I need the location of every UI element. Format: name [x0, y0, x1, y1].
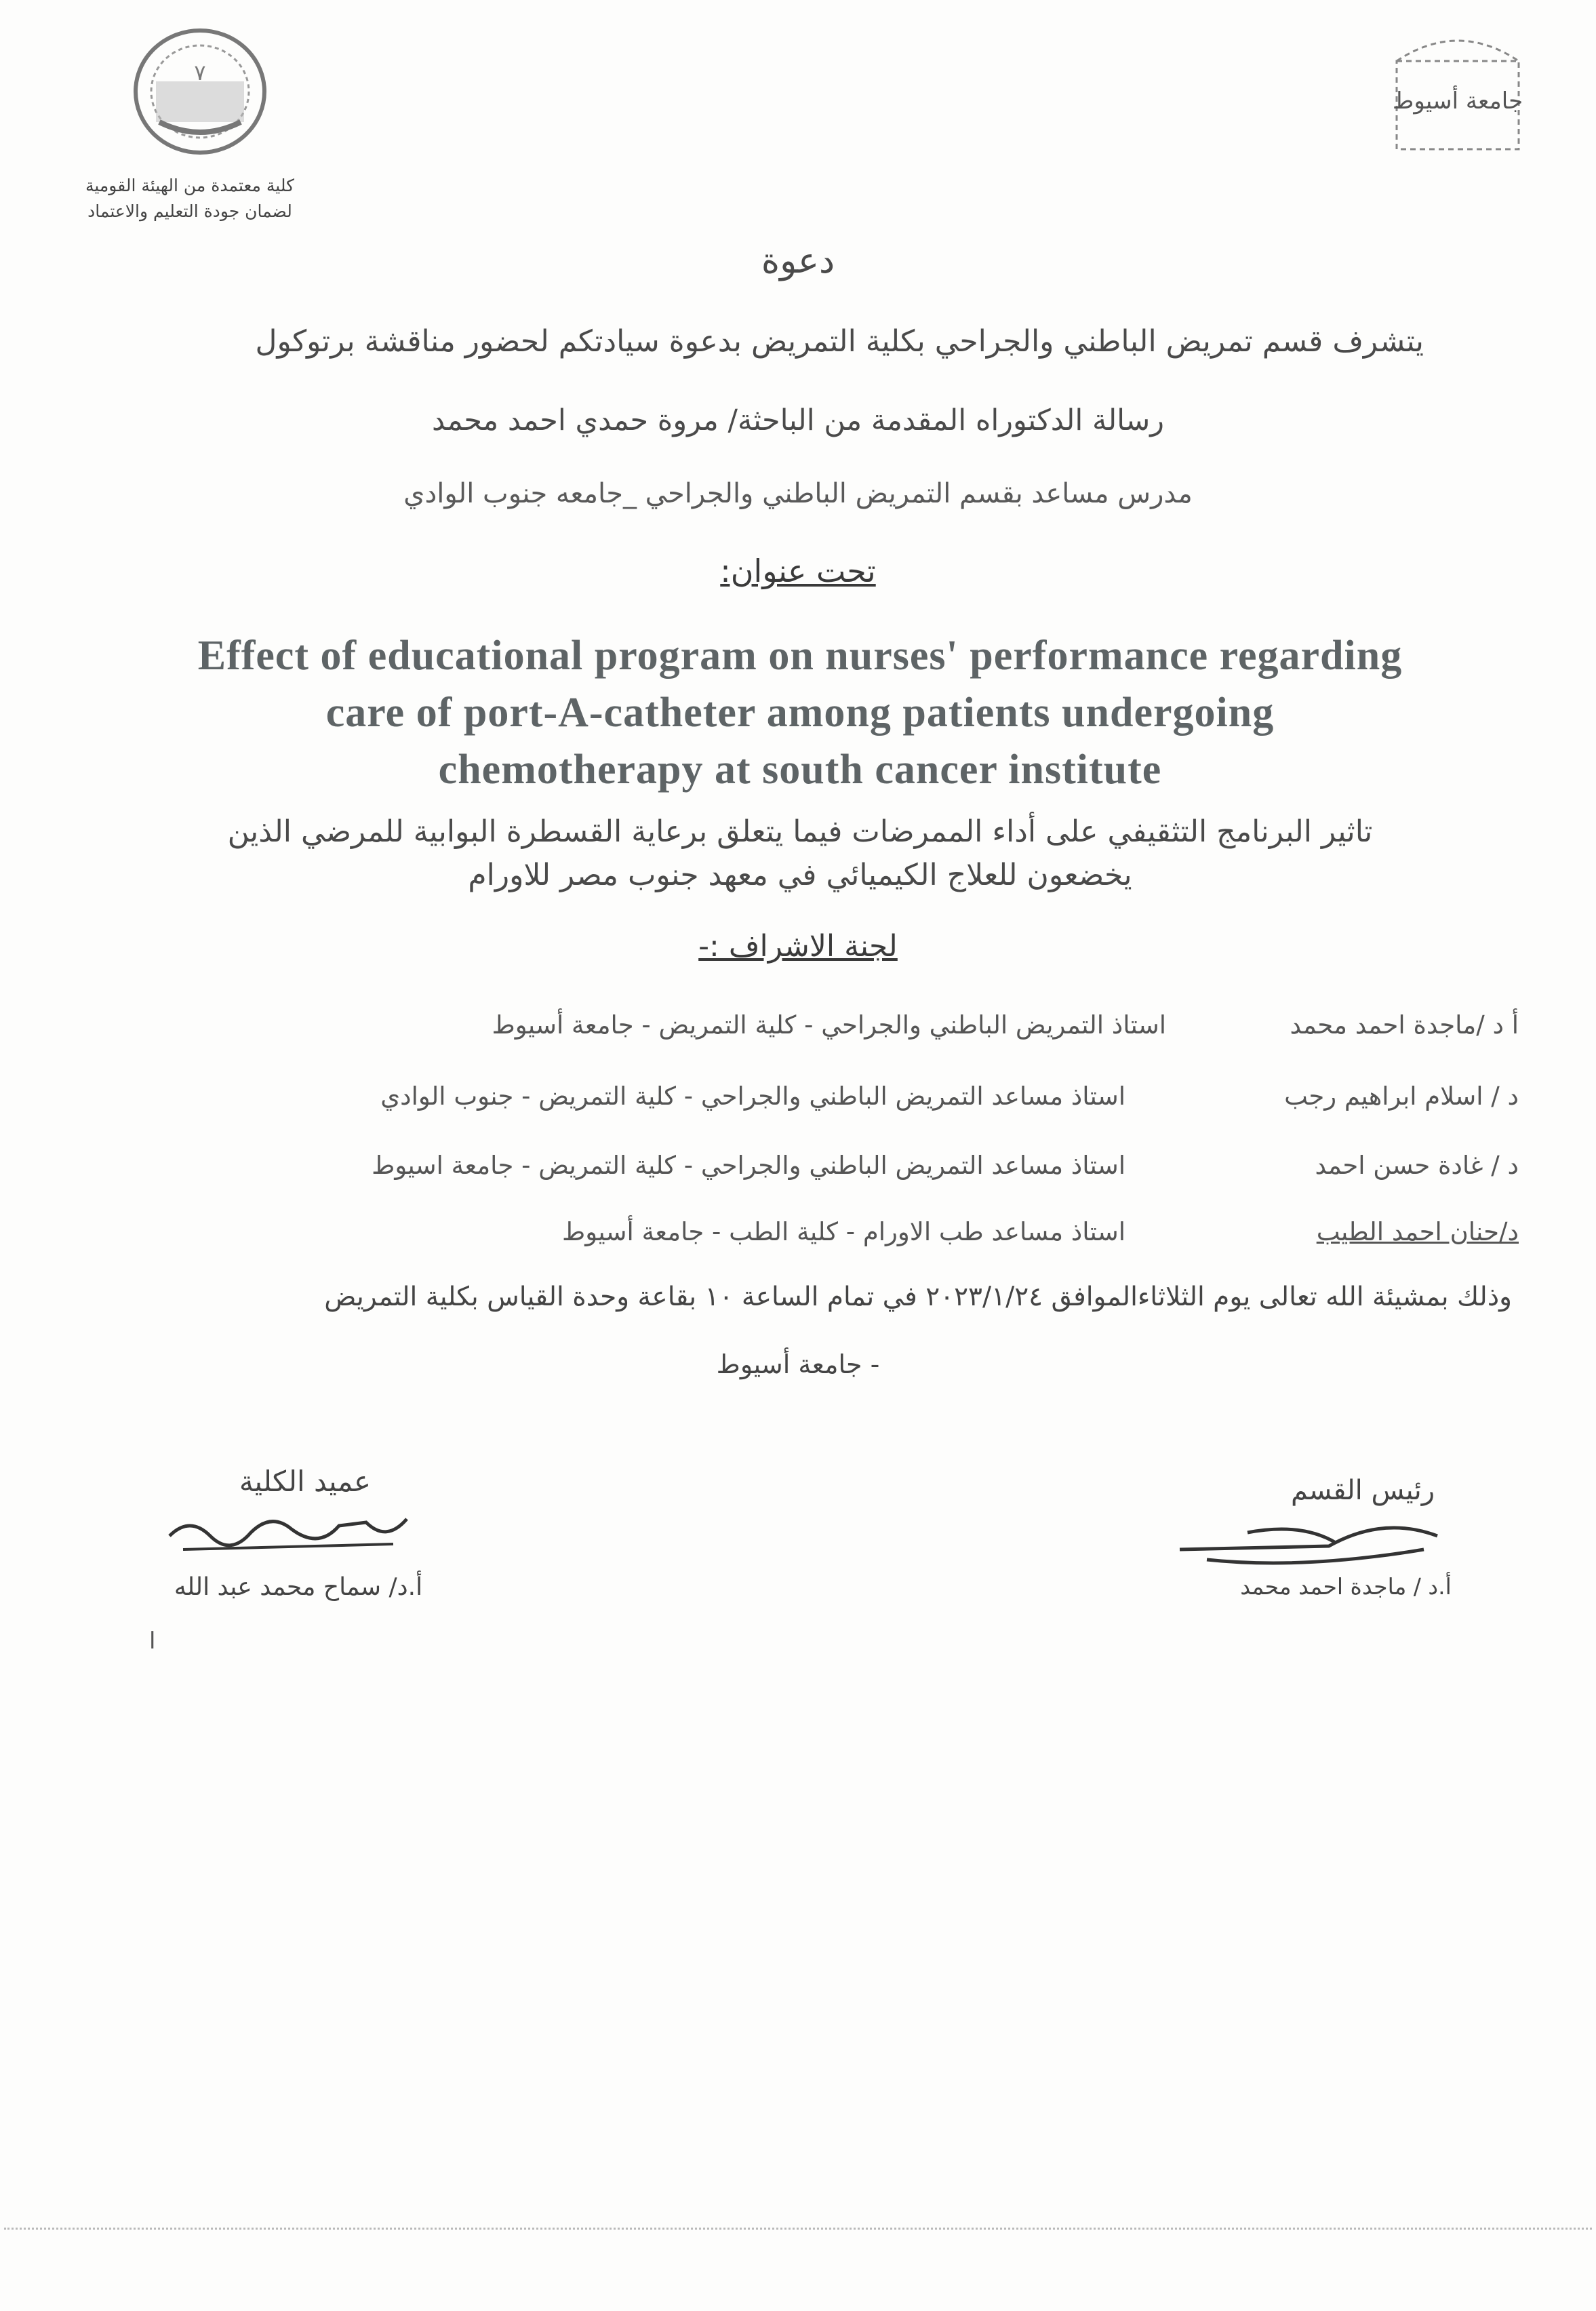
- footnote-mark: ا: [149, 1627, 156, 1655]
- committee-member: [68, 1082, 1519, 1122]
- subject-label-text: تحت عنوان:: [720, 553, 876, 589]
- svg-text:٧: ٧: [194, 60, 206, 85]
- dean-signature: [163, 1502, 420, 1563]
- document-title: دعوة: [761, 241, 835, 281]
- faculty-logo: [119, 27, 281, 163]
- member-position: استاذ مساعد التمريض الباطني والجراحي - كلية التمريض - جنوب الوادي: [380, 1082, 1125, 1111]
- university-logo-text: جامعة أسيوط: [1392, 87, 1523, 115]
- committee-member: [68, 1217, 1519, 1258]
- english-thesis-title: [122, 627, 1478, 798]
- accreditation-note: [41, 173, 339, 224]
- member-position: استاذ مساعد طب الاورام - كلية الطب - جامعة أسيوط: [562, 1217, 1125, 1246]
- intro-line-1: يتشرف قسم تمريض الباطني والجراحي بكلية التمريض بدعوة سيادتكم لحضور مناقشة برتوكول: [255, 324, 1424, 359]
- department-head-name: أ.د / ماجدة احمد محمد: [1240, 1573, 1452, 1600]
- page-bottom-edge: [4, 2228, 1592, 2230]
- committee-member: [68, 1010, 1519, 1051]
- committee-label-text: لجنة الاشراف :-: [698, 929, 898, 964]
- english-title-line-2: care of port-A-catheter among patients undergoing: [325, 690, 1275, 736]
- arabic-title-line-2: يخضعون للعلاج الكيميائي في معهد جنوب مصر للاورام: [468, 858, 1132, 892]
- committee-member: [68, 1151, 1519, 1191]
- university-logo: [1376, 27, 1539, 156]
- member-name: د / اسلام ابراهيم رجب: [1284, 1082, 1519, 1111]
- intro-line-3: مدرس مساعد بقسم التمريض الباطني والجراحي _جامعه جنوب الوادي: [403, 478, 1193, 509]
- english-title-line-1: Effect of educational program on nurses' performance regarding: [197, 633, 1403, 679]
- member-name: د / غادة حسن احمد: [1315, 1151, 1519, 1180]
- accreditation-line-1: كلية معتمدة من الهيئة القومية: [85, 176, 295, 195]
- department-head-title: رئيس القسم: [1290, 1475, 1435, 1506]
- english-title-line-3: chemotherapy at south cancer institute: [438, 747, 1162, 793]
- department-head-signature: [1166, 1509, 1451, 1577]
- member-position: استاذ التمريض الباطني والجراحي - كلية التمريض - جامعة أسيوط: [492, 1010, 1166, 1040]
- member-name: أ د /ماجدة احمد محمد: [1290, 1010, 1519, 1040]
- event-notice: وذلك بمشيئة الله تعالى يوم الثلاثاءالموافق ٢٠٢٣/١/٢٤ في تمام الساعة ١٠ بقاعة وحدة القياس بكلية التمريض: [324, 1282, 1512, 1312]
- dean-name: أ.د/ سماح محمد عبد الله: [174, 1573, 423, 1601]
- member-position: استاذ مساعد التمريض الباطني والجراحي - كلية التمريض - جامعة اسيوط: [372, 1151, 1125, 1180]
- arabic-thesis-title: [122, 810, 1478, 897]
- event-notice-location: - جامعة أسيوط: [716, 1349, 880, 1379]
- subject-label: [0, 553, 1596, 589]
- intro-line-2: رسالة الدكتوراه المقدمة من الباحثة/ مروة حمدي احمد محمد: [431, 403, 1165, 437]
- arabic-title-line-1: تاثير البرنامج التثقيفي على أداء الممرضات فيما يتعلق برعاية القسطرة البوابية للمرضي الذين: [227, 814, 1373, 849]
- committee-label: [0, 929, 1596, 964]
- dean-title: عميد الكلية: [239, 1465, 372, 1498]
- member-name: د/حنان احمد الطيب: [1316, 1217, 1519, 1246]
- accreditation-line-2: لضمان جودة التعليم والاعتماد: [87, 201, 292, 221]
